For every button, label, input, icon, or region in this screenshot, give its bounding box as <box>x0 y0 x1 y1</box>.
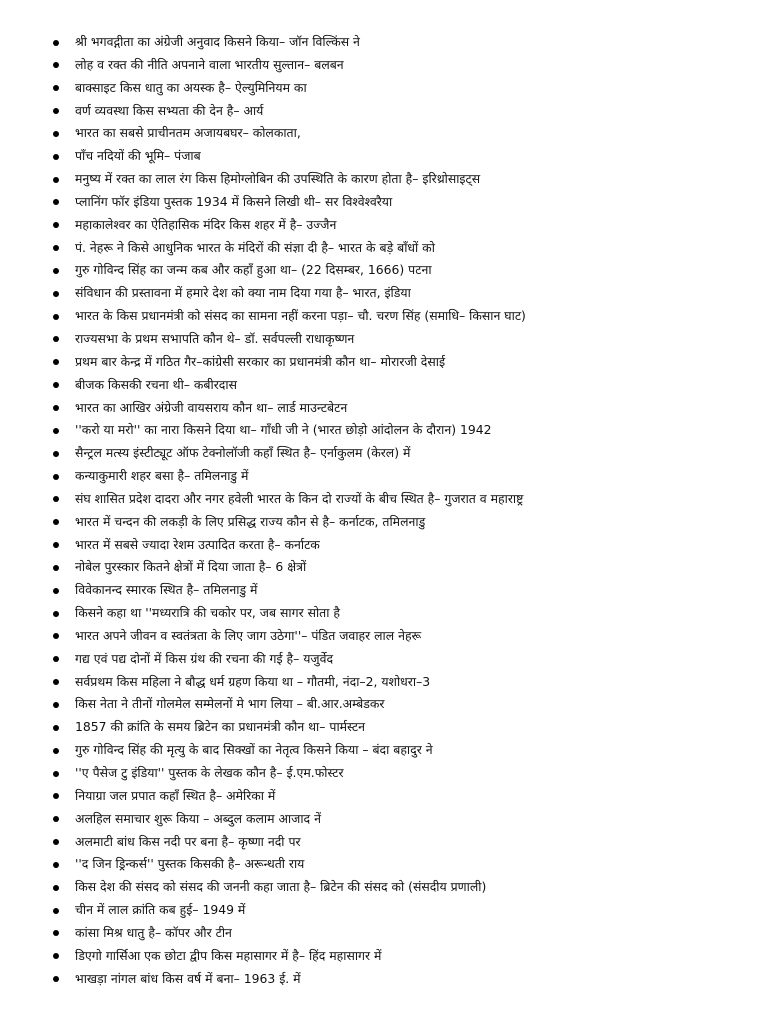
bullet-icon <box>53 953 59 959</box>
fact-text: वर्ण व्यवस्था किस सभ्यता की देन है– आर्य <box>75 102 264 118</box>
list-item <box>52 465 752 488</box>
fact-text: संविधान की प्रस्तावना में हमारे देश को क्या नाम दिया गया है– भारत, इंडिया <box>75 285 411 301</box>
list-item <box>52 511 752 534</box>
list-item <box>52 77 752 100</box>
list-item <box>52 648 752 671</box>
list-item <box>52 922 752 945</box>
fact-text: पाँच नदियों की भूमि– पंजाब <box>75 148 201 164</box>
fact-text: ''ए पैसेज टु इंडिया'' पुस्तक के लेखक कौन है– ई.एम.फोस्टर <box>75 765 344 780</box>
fact-text: भारत में चन्दन की लकड़ी के लिए प्रसिद्ध राज्य कौन से है– कर्नाटक, तमिलनाडु <box>75 513 426 529</box>
list-item <box>52 351 752 374</box>
fact-text: प्रथम बार केन्द्र में गठित गैर–कांग्रेसी सरकार का प्रधानमंत्री कौन था– मोरारजी देसाई <box>75 353 446 369</box>
list-item <box>52 397 752 420</box>
list-item <box>52 625 752 648</box>
list-item <box>52 945 752 968</box>
list-item <box>52 168 752 191</box>
bullet-icon <box>53 85 59 91</box>
bullet-icon <box>53 199 59 205</box>
list-item <box>52 328 752 351</box>
fact-text: किस देश की संसद को संसद की जननी कहा जाता है– ब्रिटेन की संसद को (संसदीय प्रणाली) <box>75 879 487 895</box>
fact-text: सर्वप्रथम किस महिला ने बौद्ध धर्म ग्रहण किया था – गौतमी, नंदा–2, यशोधरा–3 <box>75 673 431 689</box>
bullet-icon <box>53 474 59 480</box>
bullet-icon <box>53 451 59 457</box>
list-item <box>52 54 752 77</box>
fact-text: मनुष्य में रक्त का लाल रंग किस हिमोग्लोबिन की उपस्थिति के कारण होता है– इरिथ्रोसाइट्स <box>75 171 481 187</box>
list-item <box>52 831 752 854</box>
bullet-icon <box>53 382 59 388</box>
fact-text: गुरु गोविन्द सिंह की मृत्यु के बाद सिक्खों का नेतृत्व किसने किया – बंदा बहादुर ने <box>75 742 433 758</box>
list-item <box>52 876 752 899</box>
bullet-icon <box>53 222 59 228</box>
fact-text: अलमाटी बांध किस नदी पर बना है– कृष्णा नदी पर <box>75 833 301 849</box>
fact-text: चीन में लाल क्रांति कब हुई– 1949 में <box>75 902 246 918</box>
bullet-icon <box>53 177 59 183</box>
fact-text: भारत का आखिर अंग्रेजी वायसराय कौन था– लार्ड माउन्टबेटन <box>75 399 348 415</box>
bullet-icon <box>53 930 59 936</box>
fact-text: गुरु गोविन्द सिंह का जन्म कब और कहाँ हुआ था– (22 दिसम्बर, 1666) पटना <box>75 262 432 278</box>
bullet-icon <box>53 405 59 411</box>
fact-text: संघ शासित प्रदेश दादरा और नगर हवेली भारत के किन दो राज्यों के बीच स्थित है– गुजरात व महाराष्ट्र <box>75 490 524 506</box>
fact-list <box>52 31 752 990</box>
bullet-icon <box>53 839 59 845</box>
list-item <box>52 693 752 716</box>
bullet-icon <box>53 679 59 685</box>
fact-text: भारत अपने जीवन व स्वतंत्रता के लिए जाग उठेगा''– पंडित जवाहर लाल नेहरू <box>75 627 422 643</box>
list-item <box>52 488 752 511</box>
fact-text: नियाग्रा जल प्रपात कहाँ स्थित है– अमेरिका में <box>75 787 276 803</box>
bullet-icon <box>53 725 59 731</box>
list-item <box>52 762 752 785</box>
bullet-icon <box>53 336 59 342</box>
bullet-icon <box>53 519 59 525</box>
fact-text: भारत में सबसे ज्यादा रेशम उत्पादित करता है– कर्नाटक <box>75 536 320 552</box>
fact-text: कांसा मिश्र धातु है– कॉपर और टीन <box>75 924 232 940</box>
fact-text: अलहिल समाचार शुरू किया – अब्दुल कलाम आजाद नें <box>75 810 321 826</box>
list-item <box>52 853 752 876</box>
fact-text: ''द जिन ड्रिन्कर्स'' पुस्तक किसकी है– अरून्धती राय <box>75 856 305 872</box>
bullet-icon <box>53 976 59 982</box>
list-item <box>52 785 752 808</box>
fact-text: बाक्साइट किस धातु का अयस्क है– ऐल्युमिनियम का <box>75 79 307 95</box>
fact-text: डिएगो गार्सिआ एक छोटा द्वीप किस महासागर में है– हिंद महासागर में <box>75 947 382 963</box>
bullet-icon <box>53 633 59 639</box>
list-item <box>52 579 752 602</box>
bullet-icon <box>53 40 59 46</box>
list-item <box>52 214 752 237</box>
bullet-icon <box>53 588 59 594</box>
list-item <box>52 716 752 739</box>
list-item <box>52 237 752 260</box>
bullet-icon <box>53 131 59 137</box>
list-item <box>52 808 752 831</box>
list-item <box>52 305 752 328</box>
bullet-icon <box>53 359 59 365</box>
list-item <box>52 534 752 557</box>
bullet-icon <box>53 496 59 502</box>
fact-text: विवेकानन्द स्मारक स्थित है– तमिलनाडु में <box>75 582 258 598</box>
bullet-icon <box>53 428 59 434</box>
list-item <box>52 282 752 305</box>
bullet-icon <box>53 154 59 160</box>
bullet-icon <box>53 862 59 868</box>
fact-text: लोह व रक्त की नीति अपनाने वाला भारतीय सुल्तान– बलबन <box>75 56 344 72</box>
bullet-icon <box>53 245 59 251</box>
list-item <box>52 419 752 442</box>
list-item <box>52 442 752 465</box>
fact-text: ''करो या मरो'' का नारा किसने दिया था– गाँधी जी ने (भारत छोड़ो आंदोलन के दौरान) 1942 <box>75 422 492 438</box>
fact-text: बीजक किसकी रचना थी– कबीरदास <box>75 376 237 392</box>
bullet-icon <box>53 291 59 297</box>
fact-text: महाकालेश्वर का ऐतिहासिक मंदिर किस शहर में है– उज्जैन <box>75 216 337 232</box>
fact-text: 1857 की क्रांति के समय ब्रिटेन का प्रधानमंत्री कौन था– पार्मस्टन <box>75 719 365 735</box>
fact-text: पं. नेहरू ने किसे आधुनिक भारत के मंदिरों की संज्ञा दी है– भारत के बड़े बाँधों को <box>75 239 435 255</box>
list-item <box>52 899 752 922</box>
bullet-icon <box>53 702 59 708</box>
list-item <box>52 191 752 214</box>
fact-text: नोबेल पुरस्कार कितने क्षेत्रों में दिया जाता है– 6 क्षेत्रों <box>75 559 307 575</box>
bullet-icon <box>53 748 59 754</box>
bullet-icon <box>53 268 59 274</box>
list-item <box>52 145 752 168</box>
list-item <box>52 100 752 123</box>
list-item <box>52 556 752 579</box>
bullet-icon <box>53 771 59 777</box>
fact-text: किस नेता ने तीनों गोलमेल सम्मेलनों मे भाग लिया – बी.आर.अम्बेडकर <box>75 696 385 712</box>
fact-text: भाखड़ा नांगल बांध किस वर्ष में बना– 1963 ई. में <box>75 970 301 986</box>
bullet-icon <box>53 611 59 617</box>
bullet-icon <box>53 816 59 822</box>
list-item <box>52 602 752 625</box>
list-item <box>52 739 752 762</box>
list-item <box>52 122 752 145</box>
bullet-icon <box>53 108 59 114</box>
bullet-icon <box>53 542 59 548</box>
list-item <box>52 31 752 54</box>
fact-text: कन्याकुमारी शहर बसा है– तमिलनाडु में <box>75 468 249 484</box>
fact-text: गद्य एवं पद्य दोनों में किस ग्रंथ की रचना की गई है– यजुर्वेद <box>75 650 334 666</box>
bullet-icon <box>53 908 59 914</box>
fact-text: श्री भगवद्गीता का अंग्रेजी अनुवाद किसने किया– जॉन विल्किंस ने <box>75 34 360 49</box>
bullet-icon <box>53 314 59 320</box>
list-item <box>52 374 752 397</box>
bullet-icon <box>53 62 59 68</box>
bullet-icon <box>53 656 59 662</box>
fact-text: प्लानिंग फॉर इंडिया पुस्तक 1934 में किसने लिखी थी– सर विश्वेश्वरैया <box>75 193 393 209</box>
list-item <box>52 259 752 282</box>
fact-text: भारत के किस प्रधानमंत्री को संसद का सामना नहीं करना पड़ा– चौ. चरण सिंह (समाधि– किसान घाट) <box>75 308 526 324</box>
list-item <box>52 968 752 991</box>
fact-text: राज्यसभा के प्रथम सभापति कौन थे– डॉ. सर्वपल्ली राधाकृष्णन <box>75 330 355 346</box>
bullet-icon <box>53 885 59 891</box>
fact-text: सैन्ट्रल मत्स्य इंस्टीट्यूट ऑफ टेक्नोलॉजी कहाँ स्थित है– एर्नाकुलम (केरल) में <box>75 445 411 461</box>
fact-text: भारत का सबसे प्राचीनतम अजायबघर– कोलकाता, <box>75 125 301 141</box>
bullet-icon <box>53 793 59 799</box>
bullet-icon <box>53 565 59 571</box>
fact-text: किसने कहा था ''मध्यरात्रि की चकोर पर, जब सागर सोता है <box>75 605 340 621</box>
list-item <box>52 671 752 694</box>
